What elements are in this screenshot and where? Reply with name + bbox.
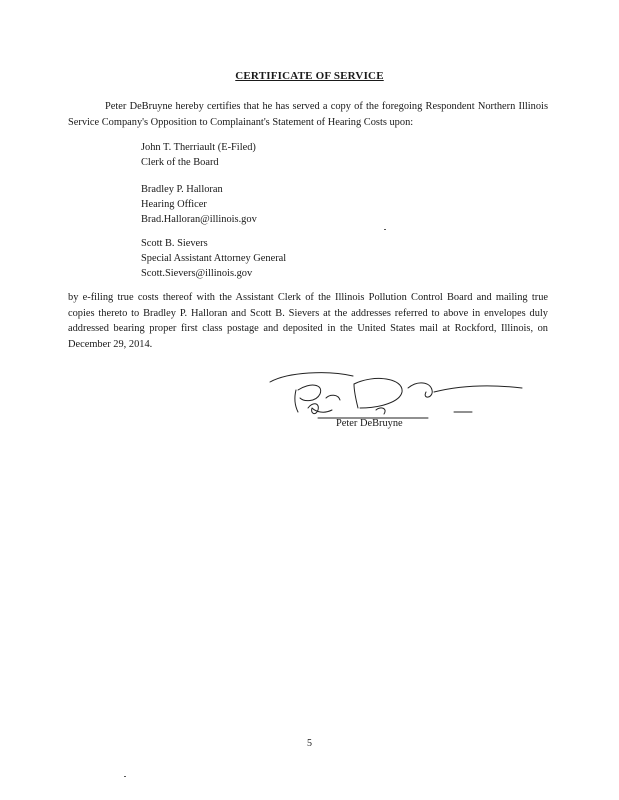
recipient-block-attorney-general — [141, 236, 286, 281]
page-number: 5 — [307, 738, 312, 749]
recipient-block-clerk — [141, 140, 256, 170]
recipient-email: Brad.Halloran@illinois.gov — [141, 214, 257, 225]
intro-paragraph: Peter DeBruyne hereby certifies that he has served a copy of the foregoing Respondent Northern Illinois Service Company's Opposition to Complainant's Statement of Hearing Costs upon: — [68, 101, 548, 128]
recipient-title: Special Assistant Attorney General — [141, 253, 287, 264]
recipient-email: Scott.Sievers@illinois.gov — [141, 268, 253, 279]
recipient-block-hearing-officer — [141, 182, 257, 227]
scan-speck — [124, 776, 126, 777]
closing-paragraph: by e-filing true costs thereof with the Assistant Clerk of the Illinois Pollution Control Board and mailing true copies thereto to Bradley P. Halloran and Scott B. Sievers at the addresses referred to above in envelopes duly addressed bearing proper first class postage and deposited in the United States mail at Rockford, Illinois, on December 29, 2014. — [68, 292, 548, 350]
signatory-name: Peter DeBruyne — [336, 418, 403, 429]
recipient-name: Scott B. Sievers — [141, 238, 208, 249]
certificate-title: CERTIFICATE OF SERVICE — [235, 70, 384, 82]
recipient-name: Bradley P. Halloran — [141, 184, 223, 195]
scan-speck — [384, 229, 386, 230]
recipient-title: Clerk of the Board — [141, 157, 219, 168]
recipient-title: Hearing Officer — [141, 199, 207, 210]
recipient-name: John T. Therriault (E-Filed) — [141, 142, 256, 153]
